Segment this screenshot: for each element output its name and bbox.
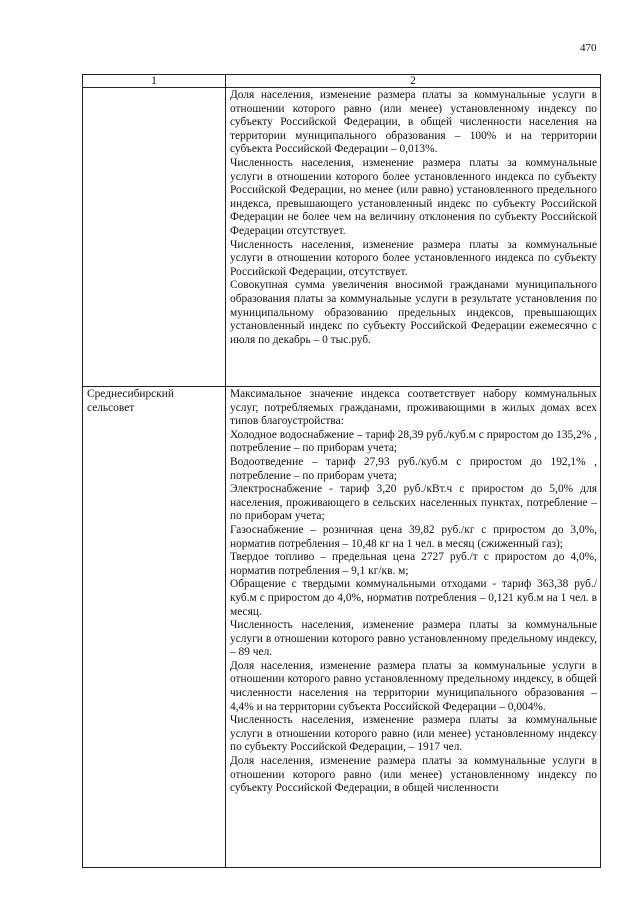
row-label-cell: Среднесибирский сельсовет [83,387,226,868]
paragraph: Газоснабжение – розничная цена 39,82 руб./кг с приростом до 3,0%, норматив потребления – 10,48 кг на 1 чел. в месяц (сжиженный газ); [230,523,597,550]
table-row [83,387,601,868]
data-table [82,74,601,868]
row-content-cell [226,88,601,387]
row-content-cell [226,387,601,868]
paragraph: Численность населения, изменение размера платы за коммунальные услуги в отношении которого равно установленному предельному индексу, – 89 чел. [230,619,597,659]
paragraph: Максимальное значение индекса соответствует набору коммунальных услуг, потребляемых гражданами, проживающими в жилых домах всех типов благоустройства: [230,388,597,428]
paragraph: Численность населения, изменение размера платы за коммунальные услуги в отношении которого более установленного индекса по субъекту Российской Федерации, но менее (или равно) установленного предельного индекса, превышающего установленный индекс по субъекту Российской Федерации не более чем на величину отклонения по субъекту Российской Федерации отсутствует. [230,156,597,237]
paragraph: Численность населения, изменение размера платы за коммунальные услуги в отношении которого более установленного индекса по субъекту Российской Федерации, отсутствует. [230,238,597,278]
paragraph: Совокупная сумма увеличения вносимой гражданами муниципального образования платы за коммунальные услуги в результате установления по муниципальному образованию предельных индексов, превышающих установленный индекс по субъекту Российской Федерации ежемесячно с июля по декабрь – 0 тыс.руб. [230,279,597,346]
paragraph: Электроснабжение - тариф 3,20 руб./кВт.ч с приростом до 5,0% для населения, проживающего в сельских населенных пунктах, потребление – по приборам учета; [230,483,597,523]
column-header-2: 2 [226,75,601,88]
row-label-cell [83,88,226,387]
column-header-1: 1 [83,75,226,88]
paragraph: Численность населения, изменение размера платы за коммунальные услуги в отношении которого равно (или менее) установленному индексу по субъекту Российской Федерации, – 1917 чел. [230,714,597,754]
paragraph: Доля населения, изменение размера платы за коммунальные услуги в отношении которого равно (или менее) установленному индексу по субъекту Российской Федерации, в общей численности населения на территории муниципального образования – 100% и на территории субъекта Российской Федерации – 0,013%. [230,89,597,156]
paragraph: Доля населения, изменение размера платы за коммунальные услуги в отношении которого равно установленному предельному индексу, в общей численности населения на территории муниципального образования – 4,4% и на территории субъекта Российской Федерации – 0,004%. [230,659,597,713]
paragraph: Доля населения, изменение размера платы за коммунальные услуги в отношении которого равно (или менее) установленному индексу по субъекту Российской Федерации, в общей численности [230,755,597,795]
table-row [83,88,601,387]
paragraph: Обращение с твердыми коммунальными отходами - тариф 363,38 руб./куб.м с приростом до 4,0%, норматив потребления – 0,121 куб.м на 1 чел. в месяц. [230,578,597,618]
paragraph: Твердое топливо – предельная цена 2727 руб./т с приростом до 4,0%, норматив потребления – 9,1 кг/кв. м; [230,551,597,577]
table-header-row [83,75,601,88]
paragraph: Холодное водоснабжение – тариф 28,39 руб./куб.м с приростом до 135,2% , потребление – по приборам учета; [230,428,597,455]
page-number: 470 [580,42,597,54]
paragraph: Водоотведение – тариф 27,93 руб./куб.м с приростом до 192,1% , потребление – по приборам учета; [230,455,597,482]
